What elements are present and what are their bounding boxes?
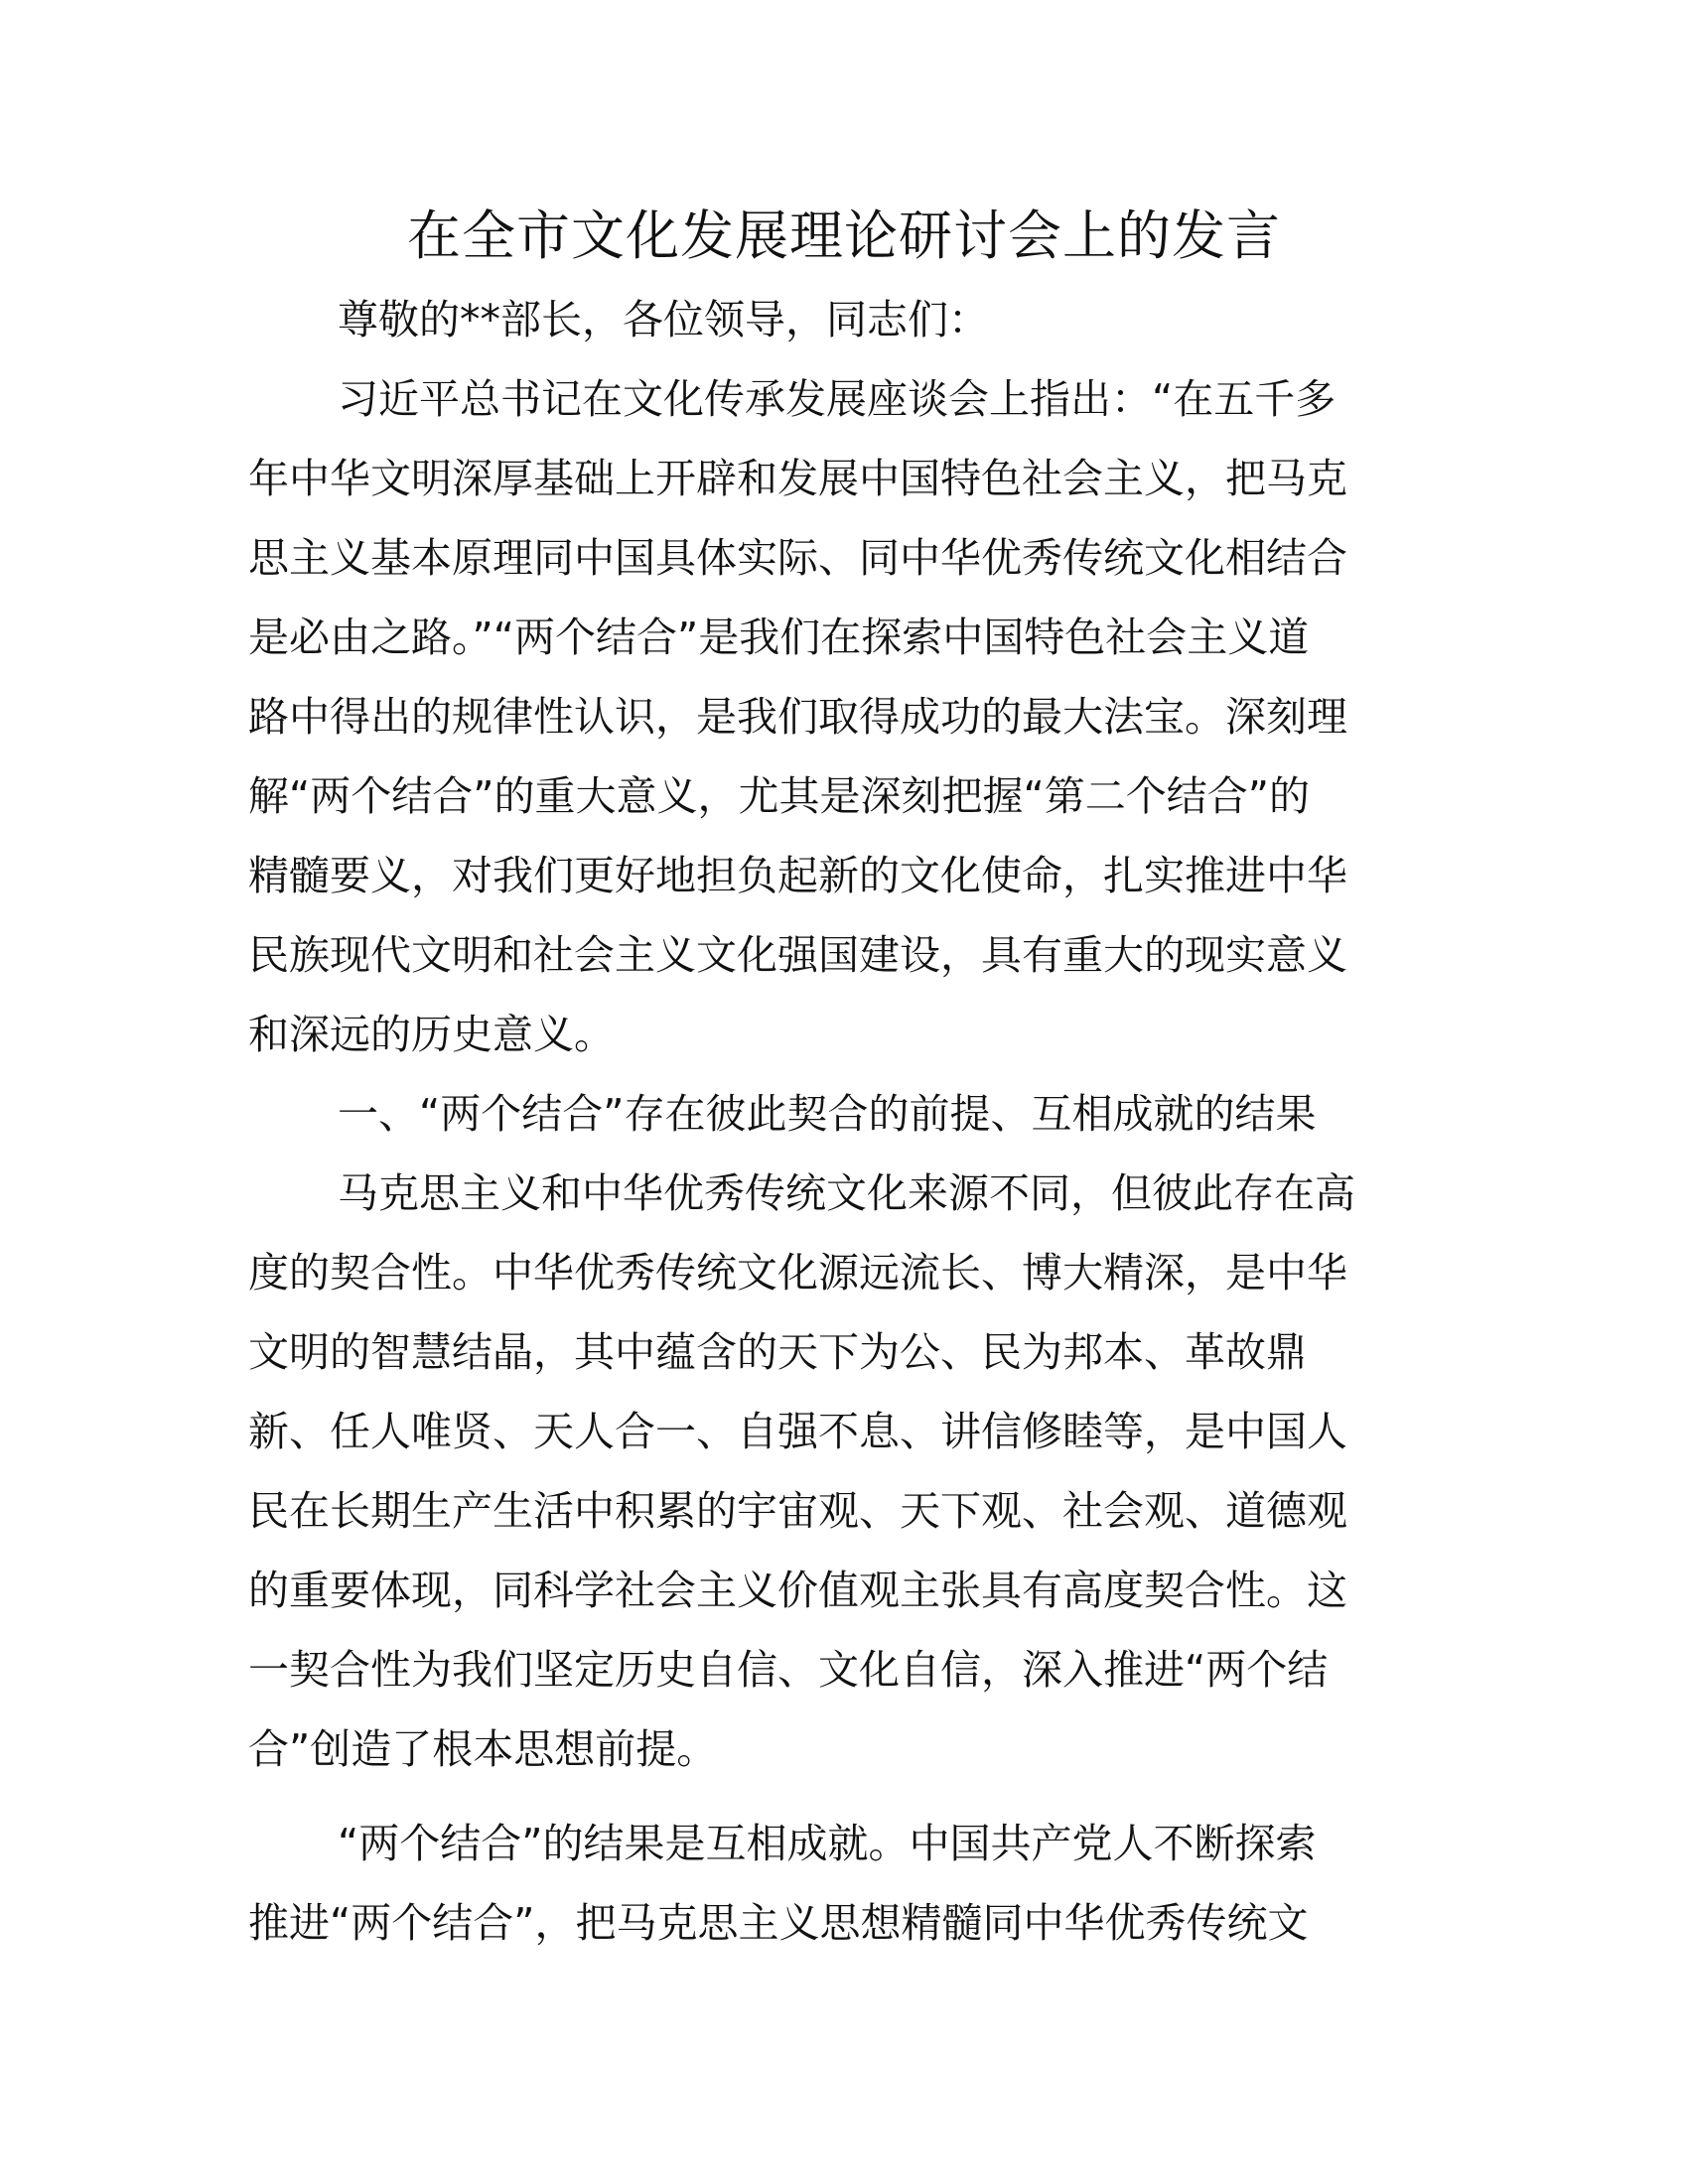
text-line: 合”创造了根本思想前提。: [248, 1725, 718, 1773]
paragraph-intro: [248, 359, 1440, 1074]
text-line: “两个结合”的结果是互相成就。中国共产党人不断探索: [338, 1820, 1317, 1867]
salutation: [248, 280, 1440, 359]
text-line: 年中华文明深厚基础上开辟和发展中国特色社会主义，把马克: [248, 455, 1347, 502]
text-line: 和深远的历史意义。: [248, 1011, 615, 1058]
text-line: 是必由之路。”“两个结合”是我们在探索中国特色社会主义道: [248, 614, 1310, 661]
heading-line: 一、“两个结合”存在彼此契合的前提、互相成就的结果: [338, 1090, 1317, 1138]
text-line: 一契合性为我们坚定历史自信、文化自信，深入推进“两个结: [248, 1646, 1329, 1694]
text-line: 解“两个结合”的重大意义，尤其是深刻把握“第二个结合”的: [248, 772, 1310, 820]
document-body: [248, 280, 1440, 1963]
salutation-line: 尊敬的**部长，各位领导，同志们：: [338, 296, 989, 343]
paragraph-compatibility: [248, 1154, 1440, 1789]
text-line: 推进“两个结合”，把马克思主义思想精髓同中华优秀传统文: [248, 1899, 1309, 1947]
section-heading-1: [248, 1074, 1440, 1154]
text-line: 的重要体现，同科学社会主义价值观主张具有高度契合性。这: [248, 1567, 1347, 1614]
text-line: 马克思主义和中华优秀传统文化来源不同，但彼此存在高: [338, 1169, 1355, 1217]
text-line: 民族现代文明和社会主义文化强国建设，具有重大的现实意义: [248, 931, 1347, 979]
paragraph-gap: [248, 1789, 1440, 1804]
text-line: 文明的智慧结晶，其中蕴含的天下为公、民为邦本、革故鼎: [248, 1328, 1307, 1376]
text-line: 路中得出的规律性认识，是我们取得成功的最大法宝。深刻理: [248, 693, 1347, 741]
text-line: 新、任人唯贤、天人合一、自强不息、讲信修睦等，是中国人: [248, 1408, 1347, 1455]
paragraph-mutual-achievement: [248, 1804, 1440, 1963]
text-line: 思主义基本原理同中国具体实际、同中华优秀传统文化相结合: [248, 534, 1347, 582]
text-line: 精髓要义，对我们更好地担负起新的文化使命，扎实推进中华: [248, 852, 1347, 899]
text-line: 习近平总书记在文化传承发展座谈会上指出：“在五千多: [338, 375, 1336, 423]
text-line: 民在长期生产生活中积累的宇宙观、天下观、社会观、道德观: [248, 1487, 1347, 1535]
text-line: 度的契合性。中华优秀传统文化源远流长、博大精深，是中华: [248, 1249, 1347, 1297]
document-title: 在全市文化发展理论研讨会上的发言: [407, 205, 1281, 267]
